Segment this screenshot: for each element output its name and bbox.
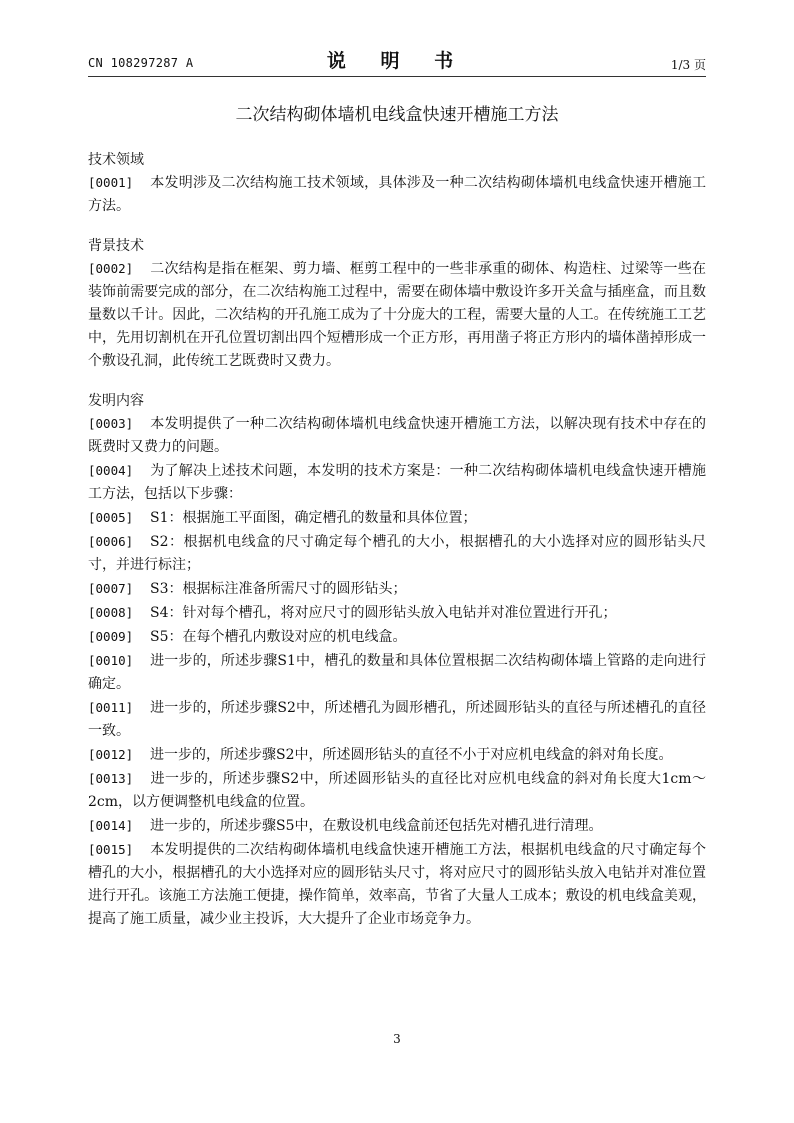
paragraph xyxy=(88,257,706,373)
paragraph xyxy=(88,530,706,577)
paragraph-text: 二次结构是指在框架、剪力墙、框剪工程中的一些非承重的砌体、构造柱、过梁等一些在装饰前需要完成的部分，在二次结构施工过程中，需要在砌体墙中敷设许多开关盒与插座盒，而且数量数以千计。因此，二次结构的开孔施工成为了十分庞大的工程，需要大量的人工。在传统施工工艺中，先用切割机在开孔位置切割出四个短槽形成一个正方形，再用凿子将正方形内的墙体凿掉形成一个敷设孔洞，此传统工艺既费时又费力。 xyxy=(88,261,706,369)
section-background xyxy=(88,236,706,373)
paragraph-text: 本发明涉及二次结构施工技术领域，具体涉及一种二次结构砌体墙机电线盒快速开槽施工方法。 xyxy=(88,175,706,214)
paragraph xyxy=(88,767,706,814)
section-heading: 技术领域 xyxy=(88,152,144,168)
paragraph-number: [0015] xyxy=(88,842,134,857)
section-heading: 背景技术 xyxy=(88,238,144,254)
paragraph-number: [0011] xyxy=(88,700,134,715)
paragraph xyxy=(88,459,706,506)
page-header xyxy=(88,44,706,74)
document-title: 二次结构砌体墙机电线盒快速开槽施工方法 xyxy=(235,105,559,125)
paragraph-number: [0013] xyxy=(88,771,134,786)
paragraph-text: S5：在每个槽孔内敷设对应的机电线盒。 xyxy=(150,629,407,645)
paragraph-text: 进一步的，所述步骤S2中，所述圆形钻头的直径不小于对应机电线盒的斜对角长度。 xyxy=(150,747,673,763)
paragraph xyxy=(88,696,706,743)
paragraph-text: 本发明提供的二次结构砌体墙机电线盒快速开槽施工方法，根据机电线盒的尺寸确定每个槽孔的大小，根据槽孔的大小选择对应的圆形钻头尺寸，将对应尺寸的圆形钻头放入电钻并对准位置进行开孔。该施工方法施工便捷，操作简单，效率高，节省了大量人工成本；敷设的机电线盒美观，提高了施工质量，减少业主投诉，大大提升了企业市场竞争力。 xyxy=(88,842,706,927)
paragraph-number: [0010] xyxy=(88,653,134,668)
page-indicator: 1/3 页 xyxy=(670,58,706,72)
paragraph xyxy=(88,577,706,601)
paragraph xyxy=(88,412,706,459)
page-number: 3 xyxy=(393,1032,401,1046)
paragraph-text: 为了解决上述技术问题，本发明的技术方案是：一种二次结构砌体墙机电线盒快速开槽施工方法，包括以下步骤： xyxy=(88,463,706,502)
paragraph-text: 进一步的，所述步骤S2中，所述圆形钻头的直径比对应机电线盒的斜对角长度大1cm～2cm，以方便调整机电线盒的位置。 xyxy=(88,771,706,810)
paragraph xyxy=(88,506,706,530)
paragraph-text: S4：针对每个槽孔，将对应尺寸的圆形钻头放入电钻并对准位置进行开孔； xyxy=(150,605,617,621)
paragraph xyxy=(88,625,706,649)
paragraph xyxy=(88,601,706,625)
paragraph-number: [0005] xyxy=(88,510,134,525)
paragraph-number: [0014] xyxy=(88,818,134,833)
paragraph-text: 进一步的，所述步骤S1中，槽孔的数量和具体位置根据二次结构砌体墙上管路的走向进行确定。 xyxy=(88,653,706,692)
paragraph-text: 本发明提供了一种二次结构砌体墙机电线盒快速开槽施工方法，以解决现有技术中存在的既费时又费力的问题。 xyxy=(88,416,706,455)
paragraph-text: S1：根据施工平面图，确定槽孔的数量和具体位置； xyxy=(150,510,477,526)
paragraph xyxy=(88,814,706,838)
section-technical-field xyxy=(88,150,706,218)
paragraph xyxy=(88,743,706,767)
document-body xyxy=(88,150,706,949)
paragraph-text: S3：根据标注准备所需尺寸的圆形钻头； xyxy=(150,581,407,597)
paragraph-number: [0002] xyxy=(88,261,134,276)
paragraph-number: [0004] xyxy=(88,463,134,478)
paragraph xyxy=(88,838,706,931)
section-heading: 发明内容 xyxy=(88,393,144,409)
paragraph xyxy=(88,171,706,218)
section-summary xyxy=(88,391,706,931)
document-type: 说 明 书 xyxy=(326,50,468,72)
paragraph-number: [0008] xyxy=(88,605,134,620)
paragraph-number: [0009] xyxy=(88,629,134,644)
paragraph-number: [0012] xyxy=(88,747,134,762)
header-rule xyxy=(88,76,706,77)
patent-number: CN 108297287 A xyxy=(88,56,194,70)
paragraph-text: 进一步的，所述步骤S5中，在敷设机电线盒前还包括先对槽孔进行清理。 xyxy=(150,818,603,834)
paragraph-number: [0006] xyxy=(88,534,134,549)
paragraph xyxy=(88,649,706,696)
paragraph-number: [0001] xyxy=(88,175,134,190)
paragraph-text: S2：根据机电线盒的尺寸确定每个槽孔的大小，根据槽孔的大小选择对应的圆形钻头尺寸，并进行标注； xyxy=(88,534,706,573)
paragraph-number: [0003] xyxy=(88,416,134,431)
paragraph-number: [0007] xyxy=(88,581,134,596)
paragraph-text: 进一步的，所述步骤S2中，所述槽孔为圆形槽孔，所述圆形钻头的直径与所述槽孔的直径一致。 xyxy=(88,700,706,739)
